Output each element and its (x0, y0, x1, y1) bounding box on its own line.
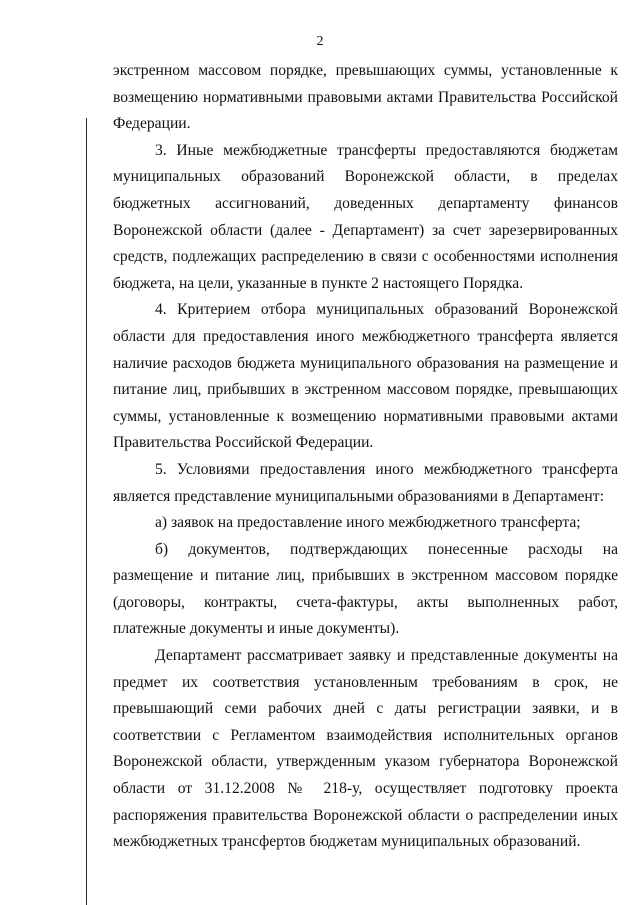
paragraph-clause-5: 5. Условиями предоставления иного межбюджетного трансферта является представление муниципальными образованиями в Департамент: (113, 460, 618, 505)
paragraph-continuation: экстренном массовом порядке, превышающих суммы, установленные к возмещению нормативными правовыми актами Правительства Российской Федерации. (113, 62, 618, 133)
document-body (113, 58, 618, 856)
paragraph-clause-3: 3. Иные межбюджетные трансферты предоставляются бюджетам муниципальных образований Воронежской области, в пределах бюджетных ассигнований, доведенных департаменту финансов Воронежской области (далее - Департамент) за счет зарезервированных средств, подлежащих распределению в связи с особенностями исполнения бюджета, на цели, указанные в пункте 2 настоящего Порядка. (113, 141, 618, 292)
paragraph-item-a: а) заявок на предоставление иного межбюджетного трансферта; (155, 514, 581, 532)
paragraph-item-b: б) документов, подтверждающих понесенные расходы на размещение и питание лиц, прибывших в экстренном массовом порядке (договоры, контракты, счета-фактуры, акты выполненных работ, платежные документы и иные документы). (113, 540, 618, 638)
margin-line (86, 118, 87, 905)
paragraph-review: Департамент рассматривает заявку и представленные документы на предмет их соответствия установленным требованиям в срок, не превышающий семи рабочих дней с даты регистрации заявки, и в соответствии с Регламентом взаимодействия исполнительных органов Воронежской области, утвержденным указом губернатора Воронежской области от 31.12.2008 № 218-у, осуществляет подготовку проекта распоряжения правительства Воронежской области о распределении иных межбюджетных трансфертов бюджетам муниципальных образований. (113, 647, 618, 851)
paragraph-clause-4: 4. Критерием отбора муниципальных образований Воронежской области для предоставления иного межбюджетного трансферта является наличие расходов бюджета муниципального образования на размещение и питание лиц, прибывших в экстренном массовом порядке, превышающих суммы, установленные к возмещению нормативными правовыми актами Правительства Российской Федерации. (113, 301, 618, 452)
page-number: 2 (316, 34, 324, 49)
